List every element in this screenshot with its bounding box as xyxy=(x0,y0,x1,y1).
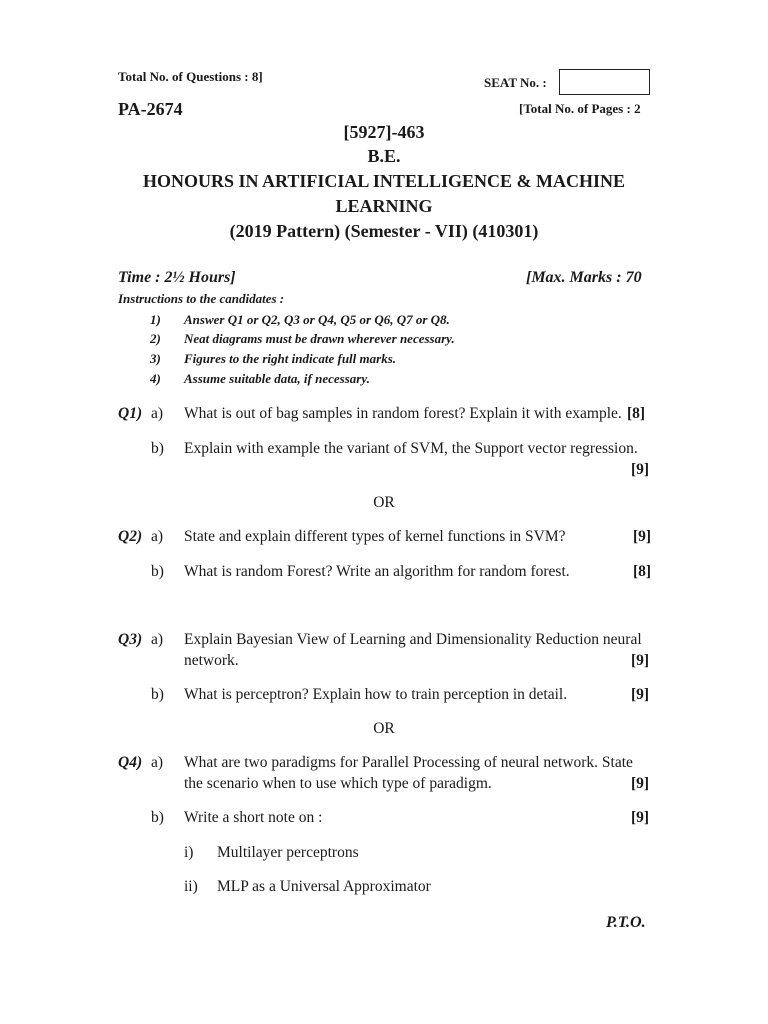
q3b-marks: [9] xyxy=(631,686,650,703)
q3a-marks: [9] xyxy=(631,652,650,669)
question-number-q4: Q4) xyxy=(118,754,143,771)
q2a-label: a) xyxy=(151,528,164,545)
question-number-q3: Q3) xyxy=(118,631,143,648)
degree: B.E. xyxy=(367,146,401,166)
seat-no-box[interactable] xyxy=(559,69,650,95)
exam-code: [5927]-463 xyxy=(343,122,425,142)
instruction-num: 2) xyxy=(150,331,161,346)
q3b-label: b) xyxy=(151,686,164,703)
paper-code: PA-2674 xyxy=(118,99,183,119)
q4b-sub-i-label: i) xyxy=(184,844,194,861)
q4a-text-line2: the scenario when to use which type of paradigm. xyxy=(184,775,492,792)
q3a-text-line1: Explain Bayesian View of Learning and Dimensionality Reduction neural xyxy=(184,631,642,648)
q4b-sub-i-text: Multilayer perceptrons xyxy=(217,844,359,861)
q2b-marks: [8] xyxy=(633,563,652,580)
q4b-label: b) xyxy=(151,809,164,826)
q4b-text: Write a short note on : xyxy=(184,809,323,826)
q3a-text-line2: network. xyxy=(184,652,239,669)
q4b-marks: [9] xyxy=(631,809,650,826)
instruction-num: 3) xyxy=(150,351,161,366)
instruction-text: Neat diagrams must be drawn wherever necessary. xyxy=(184,331,455,346)
question-number-q2: Q2) xyxy=(118,528,143,545)
total-pages: [Total No. of Pages : 2 xyxy=(519,101,641,116)
q1b-text: Explain with example the variant of SVM, the Support vector regression. xyxy=(184,440,638,457)
time-allowed: Time : 2½ Hours] xyxy=(118,269,236,286)
or-separator: OR xyxy=(373,720,395,737)
instruction-num: 1) xyxy=(150,312,161,327)
q1a-text: What is out of bag samples in random forest? Explain it with example. xyxy=(184,405,622,422)
max-marks: [Max. Marks : 70 xyxy=(526,269,642,286)
pattern-line: (2019 Pattern) (Semester - VII) (410301) xyxy=(229,221,539,241)
or-separator: OR xyxy=(373,494,395,511)
q1b-label: b) xyxy=(151,440,164,457)
course-title-line1: HONOURS IN ARTIFICIAL INTELLIGENCE & MACHINE xyxy=(143,171,625,191)
q4b-sub-ii-label: ii) xyxy=(184,878,198,895)
course-title-line2: LEARNING xyxy=(335,196,433,216)
q1a-label: a) xyxy=(151,405,164,422)
q2a-text: State and explain different types of kernel functions in SVM? xyxy=(184,528,566,545)
q2a-marks: [9] xyxy=(633,528,652,545)
pto-note: P.T.O. xyxy=(606,914,646,931)
question-number-q1: Q1) xyxy=(118,405,143,422)
q4a-label: a) xyxy=(151,754,164,771)
instruction-text: Assume suitable data, if necessary. xyxy=(184,371,370,386)
q4a-marks: [9] xyxy=(631,775,650,792)
q2b-label: b) xyxy=(151,563,164,580)
q4a-text-line1: What are two paradigms for Parallel Processing of neural network. State xyxy=(184,754,633,771)
q3b-text: What is perceptron? Explain how to train perception in detail. xyxy=(184,686,568,703)
instructions-title: Instructions to the candidates : xyxy=(118,291,285,306)
seat-no-label: SEAT No. : xyxy=(484,75,547,90)
q2b-text: What is random Forest? Write an algorithm for random forest. xyxy=(184,563,570,580)
instruction-text: Figures to the right indicate full marks. xyxy=(184,351,397,366)
q1a-marks: [8] xyxy=(627,405,646,422)
q1b-marks: [9] xyxy=(631,461,650,478)
q3a-label: a) xyxy=(151,631,164,648)
total-questions: Total No. of Questions : 8] xyxy=(118,69,263,84)
instruction-text: Answer Q1 or Q2, Q3 or Q4, Q5 or Q6, Q7 or Q8. xyxy=(184,312,450,327)
q4b-sub-ii-text: MLP as a Universal Approximator xyxy=(217,878,431,895)
instruction-num: 4) xyxy=(150,371,161,386)
